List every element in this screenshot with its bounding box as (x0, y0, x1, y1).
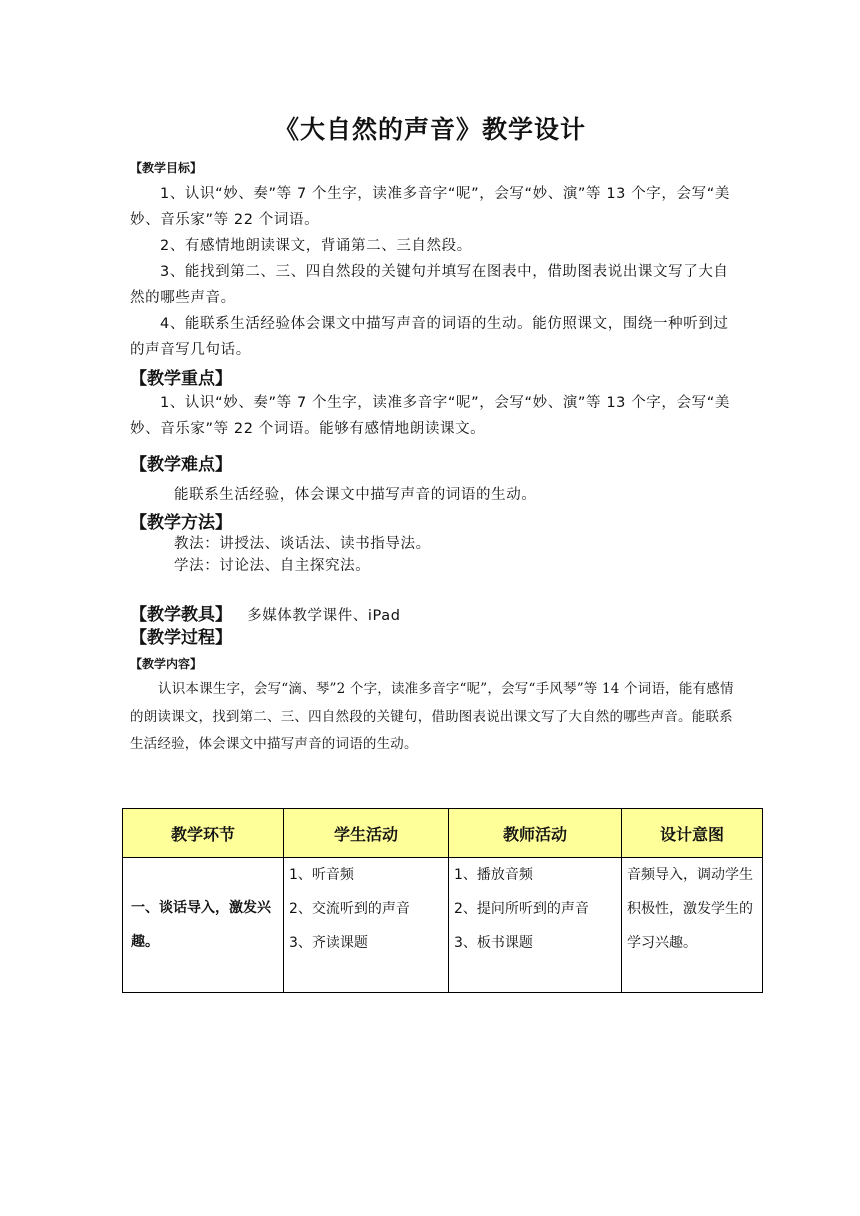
difficulties-heading: 【教学难点】 (130, 455, 232, 475)
teacher-activity-item: 1、播放音频 (454, 867, 533, 883)
methods-heading: 【教学方法】 (130, 513, 232, 533)
design-intent-cell: 音频导入，调动学生积极性，激发学生的学习兴趣。 (622, 858, 763, 993)
header-stage: 教学环节 (123, 809, 284, 858)
teacher-activity-item: 3、板书课题 (454, 935, 533, 951)
header-design-intent: 设计意图 (622, 809, 763, 858)
student-activity-item: 3、齐读课题 (289, 935, 368, 951)
student-activity-cell (284, 858, 449, 993)
methods-teaching: 教法：讲授法、谈话法、读书指导法。 (174, 536, 431, 552)
tools-text: 多媒体教学课件、iPad (247, 608, 401, 624)
content-heading: 【教学内容】 (130, 657, 203, 671)
goals-list (130, 181, 734, 363)
page-title: 《大自然的声音》教学设计 (273, 115, 586, 144)
stage-cell: 一、谈话导入，激发兴趣。 (123, 858, 284, 993)
header-student-activity: 学生活动 (284, 809, 449, 858)
difficulties-text: 能联系生活经验，体会课文中描写声音的词语的生动。 (174, 487, 537, 503)
content-text: 认识本课生字，会写“滴、琴”2 个字，读准多音字“呢”，会写“手风琴”等 14 个词语，能有感情的朗读课文，找到第二、三、四自然段的关键句，借助图表说出课文写了大自然的哪些声音。能联系生活经验，体会课文中描写声音的词语的生动。 (130, 681, 734, 752)
goals-heading: 【教学目标】 (130, 161, 203, 175)
lesson-plan-table (122, 808, 763, 993)
goal-item: 1、认识“妙、奏”等 7 个生字，读准多音字“呢”，会写“妙、演”等 13 个字，会写“美妙、音乐家”等 22 个词语。 (130, 186, 730, 228)
student-activity-item: 1、听音频 (289, 867, 354, 883)
key-points-heading: 【教学重点】 (130, 369, 232, 389)
goal-item: 3、能找到第二、三、四自然段的关键句并填写在图表中，借助图表说出课文写了大自然的哪些声音。 (130, 264, 729, 306)
key-points-text: 1、认识“妙、奏”等 7 个生字，读准多音字“呢”，会写“妙、演”等 13 个字，会写“美妙、音乐家”等 22 个词语。能够有感情地朗读课文。 (130, 395, 730, 437)
methods-learning: 学法：讨论法、自主探究法。 (174, 558, 371, 574)
teacher-activity-item: 2、提问所听到的声音 (454, 901, 589, 917)
table-row (123, 858, 763, 993)
goal-item: 4、能联系生活经验体会课文中描写声音的词语的生动。能仿照课文，围绕一种听到过的声音写几句话。 (130, 316, 729, 358)
tools-line (130, 600, 750, 625)
tools-heading: 【教学教具】 (130, 605, 232, 625)
student-activity-item: 2、交流听到的声音 (289, 901, 410, 917)
process-heading: 【教学过程】 (130, 628, 232, 648)
header-teacher-activity: 教师活动 (449, 809, 622, 858)
table-header-row (123, 809, 763, 858)
teacher-activity-cell (449, 858, 622, 993)
goal-item: 2、有感情地朗读课文，背诵第二、三自然段。 (160, 238, 472, 254)
